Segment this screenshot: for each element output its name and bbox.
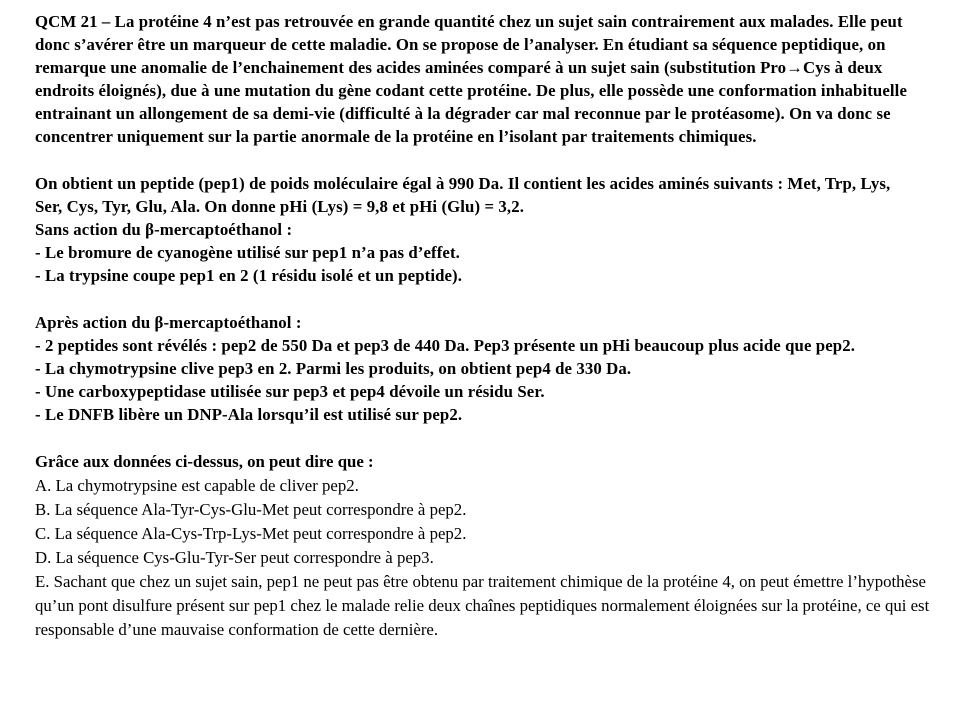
qcm-intro-paragraph: QCM 21 – La protéine 4 n’est pas retrouvée en grande quantité chez un sujet sain contrairement aux malades. Elle peut donc s’avérer être un marqueur de cette maladie. On se propose de l’analyser. En étudiant sa séquence peptidique, on remarque une anomalie de l’enchainement des acides aminées comparé à un sujet sain (substitution Pro→Cys à deux endroits éloignés), due à une mutation du gène codant cette protéine. De plus, elle possède une conformation inhabituelle entrainant un allongement de sa demi-vie (difficulté à la dégrader car mal reconnue par le protéasome). On va donc se concentrer uniquement sur la partie anormale de la protéine en l’isolant par traitements chimiques.	[35, 12, 907, 146]
peptide-data-block	[35, 172, 910, 287]
option-c: C. La séquence Ala-Cys-Trp-Lys-Met peut correspondre à pep2.	[35, 524, 467, 543]
pep1-description: On obtient un peptide (pep1) de poids moléculaire égal à 990 Da. Il contient les acides aminés suivants : Met, Trp, Lys, Ser, Cys, Tyr, Glu, Ala. On donne pHi (Lys) = 9,8 et pHi (Glu) = 3,2.	[35, 174, 891, 216]
apres-beta-header: Après action du β-mercaptoéthanol :	[35, 313, 302, 332]
sans-beta-header: Sans action du β-mercaptoéthanol :	[35, 220, 293, 239]
option-d: D. La séquence Cys-Glu-Tyr-Ser peut correspondre à pep3.	[35, 548, 434, 567]
sans-beta-item: - Le bromure de cyanogène utilisé sur pep1 n’a pas d’effet.	[35, 243, 460, 262]
answers-block	[35, 450, 944, 642]
apres-beta-item: - 2 peptides sont révélés : pep2 de 550 Da et pep3 de 440 Da. Pep3 présente un pHi beaucoup plus acide que pep2.	[35, 336, 856, 355]
question-lead: Grâce aux données ci-dessus, on peut dire que :	[35, 452, 374, 471]
option-a: A. La chymotrypsine est capable de cliver pep2.	[35, 476, 359, 495]
apres-beta-item: - Le DNFB libère un DNP-Ala lorsqu’il est utilisé sur pep2.	[35, 405, 463, 424]
option-b: B. La séquence Ala-Tyr-Cys-Glu-Met peut correspondre à pep2.	[35, 500, 467, 519]
apres-beta-item: - La chymotrypsine clive pep3 en 2. Parmi les produits, on obtient pep4 de 330 Da.	[35, 359, 632, 378]
apres-beta-item: - Une carboxypeptidase utilisée sur pep3 et pep4 dévoile un résidu Ser.	[35, 382, 545, 401]
option-e: E. Sachant que chez un sujet sain, pep1 ne peut pas être obtenu par traitement chimique de la protéine 4, on peut émettre l’hypothèse qu’un pont disulfure présent sur pep1 chez le malade relie deux chaînes peptidiques normalement éloignées sur la protéine, ce qui est responsable d’une mauvaise conformation de cette dernière.	[35, 572, 930, 639]
apres-beta-block	[35, 311, 910, 426]
sans-beta-item: - La trypsine coupe pep1 en 2 (1 résidu isolé et un peptide).	[35, 266, 463, 285]
